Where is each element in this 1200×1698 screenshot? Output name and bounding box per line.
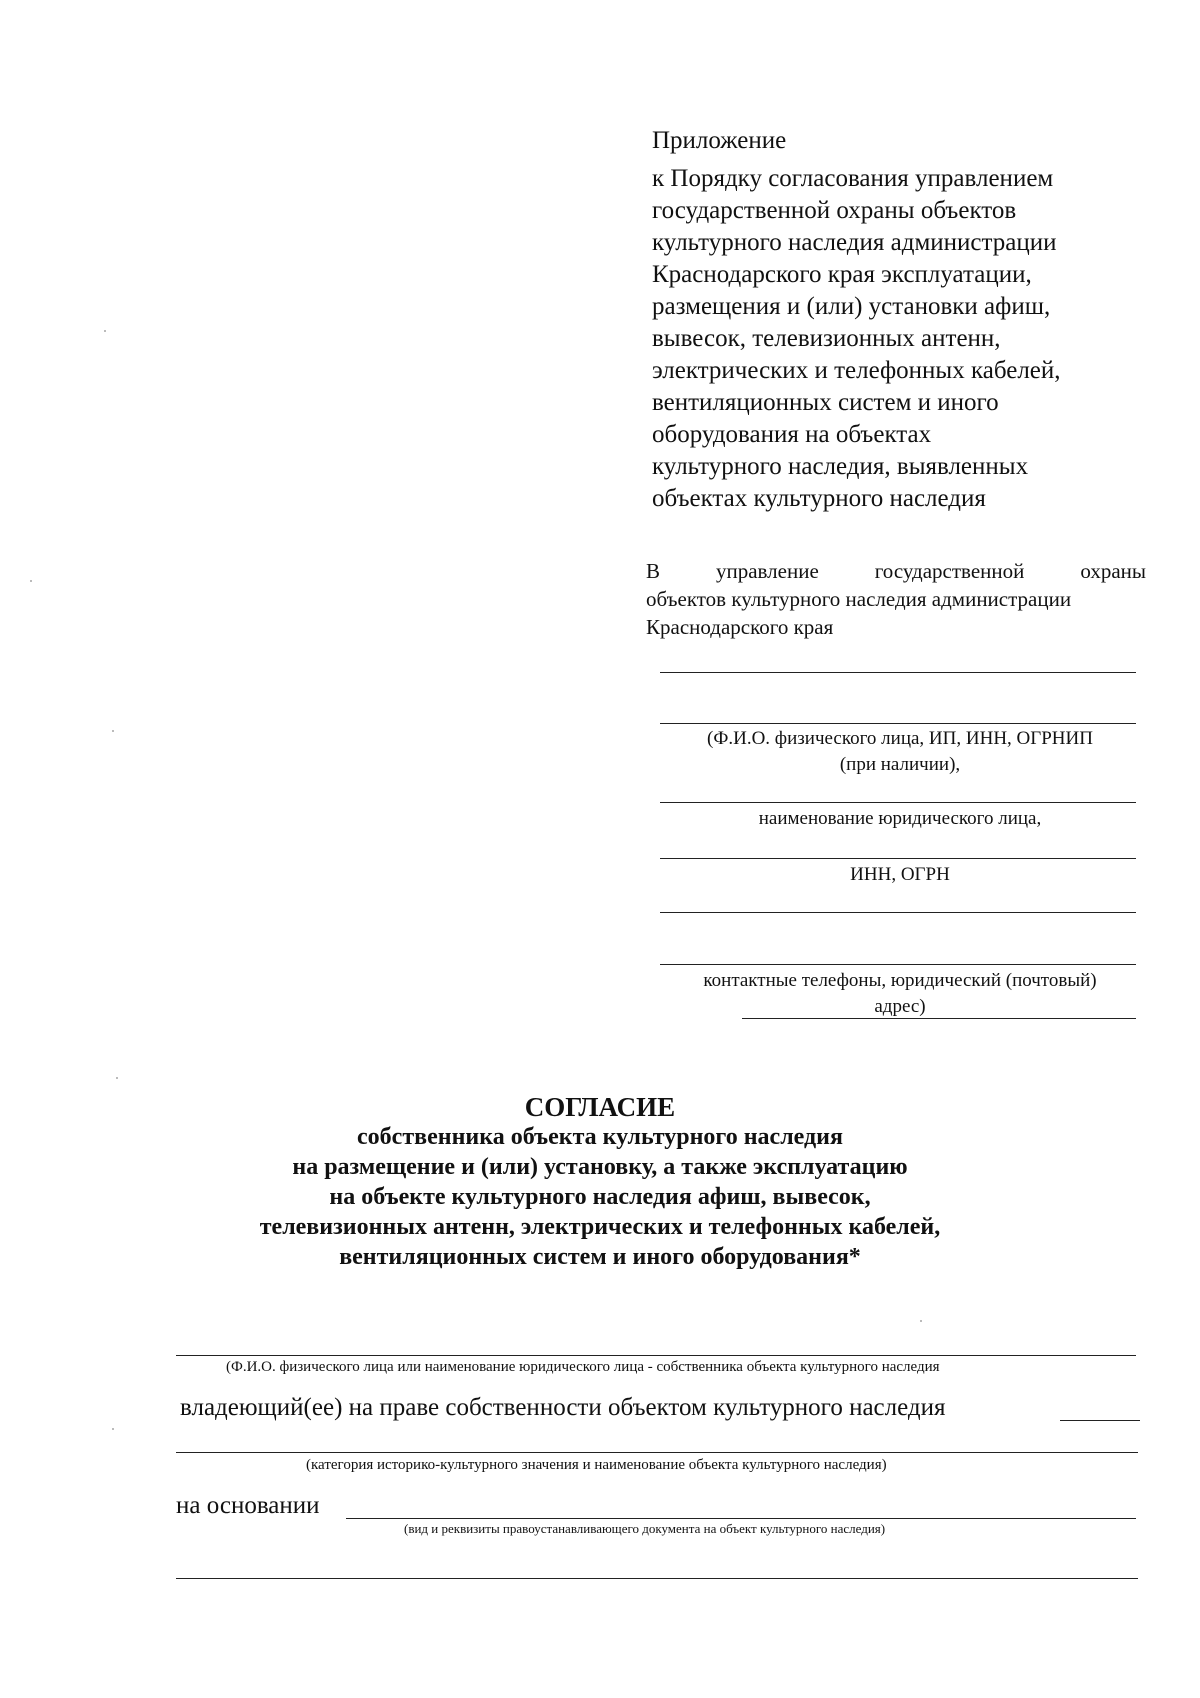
- basis-document-field[interactable]: [346, 1518, 1136, 1519]
- contacts-caption-line: адрес): [874, 996, 926, 1017]
- appendix-line: электрических и телефонных кабелей,: [652, 357, 1061, 384]
- appendix-line: к Порядку согласования управлением: [652, 165, 1054, 192]
- applicant-field-2[interactable]: [660, 723, 1136, 724]
- basis-document-field-2[interactable]: [176, 1578, 1138, 1579]
- appendix-line: государственной охраны объектов: [652, 197, 1017, 224]
- legal-entity-field[interactable]: [660, 802, 1136, 803]
- contacts-field-2[interactable]: [660, 964, 1136, 965]
- addressee-word: управление: [715, 559, 819, 583]
- addressee-block: [646, 557, 1146, 641]
- object-field-inline[interactable]: [1060, 1420, 1140, 1421]
- appendix-line: вывесок, телевизионных антенн,: [652, 325, 1001, 352]
- scan-speck: [112, 730, 114, 732]
- inn-ogrn-field[interactable]: [660, 858, 1136, 859]
- consent-title-line: на размещение и (или) установку, а также эксплуатацию: [292, 1154, 908, 1180]
- appendix-line: культурного наследия, выявленных: [652, 453, 1029, 480]
- scan-speck: [116, 1077, 118, 1079]
- basis-caption: (вид и реквизиты правоустанавливающего документа на объект культурного наследия): [404, 1521, 886, 1536]
- appendix-title: Приложение: [652, 127, 787, 154]
- addressee-word: В: [646, 559, 661, 583]
- addressee-first-line: [646, 557, 1146, 585]
- consent-title-line: собственника объекта культурного наследия: [357, 1124, 843, 1150]
- owner-name-field[interactable]: [176, 1355, 1136, 1356]
- appendix-line: оборудования на объектах: [652, 421, 932, 448]
- fio-caption-line: (Ф.И.О. физического лица, ИП, ИНН, ОГРНИП: [707, 728, 1093, 749]
- fio-caption: [640, 726, 1160, 778]
- appendix-line: Краснодарского края эксплуатации,: [652, 261, 1032, 288]
- fio-caption-line: (при наличии),: [839, 754, 961, 775]
- consent-title-block: [180, 1092, 1020, 1272]
- scan-speck: [920, 1320, 922, 1322]
- contacts-caption-line: контактные телефоны, юридический (почтовый): [703, 970, 1097, 991]
- addressee-word: государственной: [874, 559, 1025, 583]
- owner-caption: (Ф.И.О. физического лица или наименование юридического лица - собственника объекта культурного наследия: [226, 1359, 940, 1375]
- inn-caption: ИНН, ОГРН: [850, 864, 950, 885]
- addressee-word: охраны: [1080, 559, 1146, 583]
- appendix-line: размещения и (или) установки афиш,: [652, 293, 1051, 320]
- consent-title-line: вентиляционных систем и иного оборудования*: [339, 1244, 861, 1270]
- scan-speck: [30, 580, 32, 582]
- consent-heading: СОГЛАСИЕ: [524, 1092, 676, 1122]
- appendix-line: объектах культурного наследия: [652, 485, 986, 512]
- category-caption: (категория историко-культурного значения и наименование объекта культурного наследия): [306, 1457, 887, 1473]
- scan-speck: [112, 1428, 114, 1430]
- appendix-line: культурного наследия администрации: [652, 229, 1057, 256]
- contacts-caption: [640, 968, 1160, 1020]
- appendix-block: [652, 124, 1172, 515]
- object-category-field[interactable]: [176, 1452, 1138, 1453]
- scan-speck: [104, 330, 106, 332]
- addressee-line: объектов культурного наследия администрации: [646, 587, 1072, 611]
- addressee-line: Краснодарского края: [646, 615, 834, 639]
- owning-text: владеющий(ее) на праве собственности объектом культурного наследия: [180, 1394, 946, 1421]
- contacts-field-1[interactable]: [660, 912, 1136, 913]
- consent-title-line: на объекте культурного наследия афиш, вывесок,: [329, 1184, 871, 1210]
- applicant-field-1[interactable]: [660, 672, 1136, 673]
- consent-title-line: телевизионных антенн, электрических и телефонных кабелей,: [259, 1214, 941, 1240]
- appendix-line: вентиляционных систем и иного: [652, 389, 999, 416]
- basis-label: на основании: [176, 1492, 320, 1519]
- legal-name-caption: наименование юридического лица,: [758, 808, 1042, 829]
- address-underline[interactable]: [742, 1018, 1136, 1019]
